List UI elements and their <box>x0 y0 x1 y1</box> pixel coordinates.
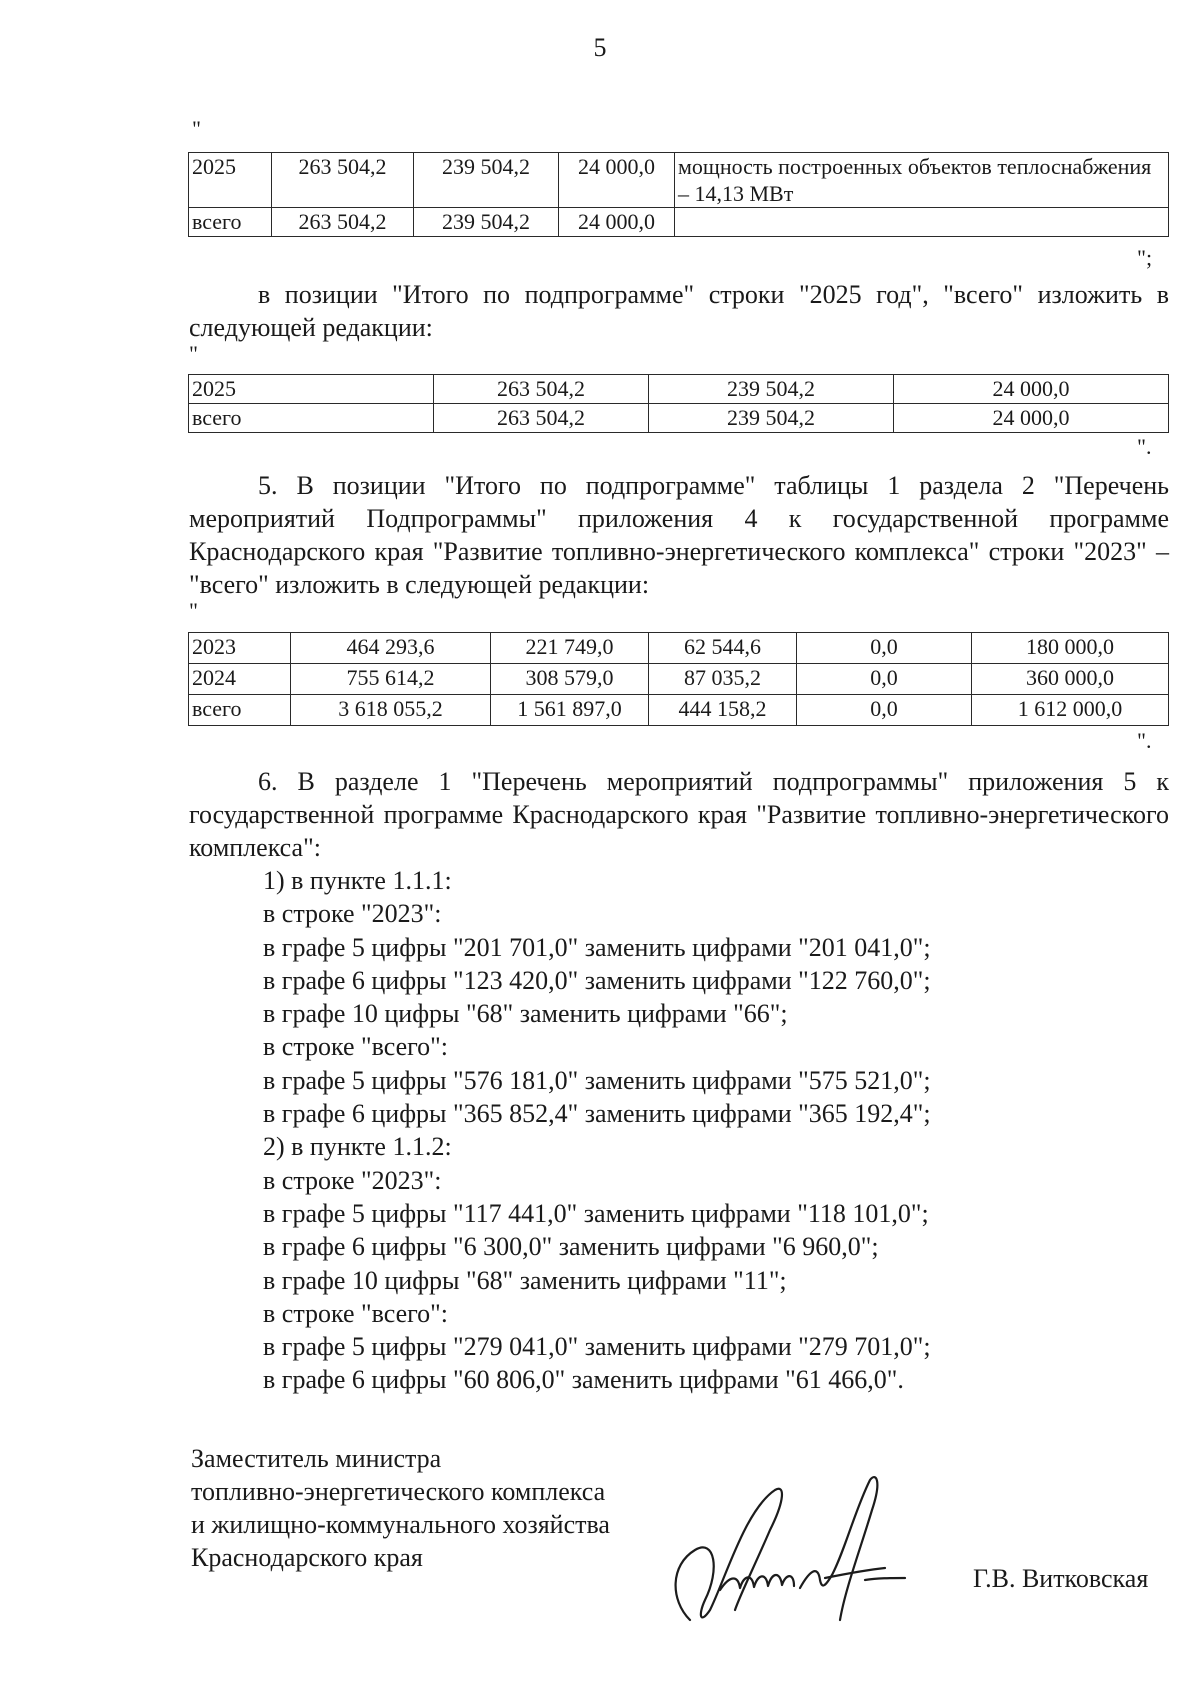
table-row <box>189 633 1169 664</box>
cell-value: 87 035,2 <box>649 664 797 695</box>
signatory-title <box>191 1442 610 1574</box>
quote-open-1: " <box>192 116 201 141</box>
cell-value: 24 000,0 <box>559 208 675 237</box>
cell-value: 1 561 897,0 <box>491 695 649 726</box>
list-item: в строке "2023": <box>263 1165 442 1195</box>
list-item: в строке "всего": <box>263 1032 449 1062</box>
cell-note: мощность построенных объектов теплоснабжения – 14,13 МВт <box>675 153 1169 208</box>
signatory-title-line: топливно-энергетического комплекса <box>191 1477 606 1506</box>
quote-open-3: " <box>189 598 198 623</box>
cell-value: 221 749,0 <box>491 633 649 664</box>
list-item: в графе 5 цифры "279 041,0" заменить цифрами "279 701,0"; <box>263 1332 931 1362</box>
cell-year: 2025 <box>189 375 434 404</box>
cell-total: 3 618 055,2 <box>291 695 491 726</box>
handwritten-signature <box>660 1470 940 1630</box>
table-row <box>189 153 1169 208</box>
page-number: 5 <box>593 33 607 62</box>
cell-value: 24 000,0 <box>894 404 1169 433</box>
cell-value: 239 504,2 <box>414 208 559 237</box>
table-3 <box>188 632 1169 726</box>
paragraph-5: 5. В позиции "Итого по подпрограмме" таблицы 1 раздела 2 "Перечень мероприятий Подпрограммы" приложения 4 к государственной программе Краснодарского края "Развитие топливно-энергетического комплекса" строки "2023" – "всего" изложить в следующей редакции: <box>189 471 1169 599</box>
list-item: в графе 5 цифры "201 701,0" заменить цифрами "201 041,0"; <box>263 932 931 962</box>
signatory-title-line: и жилищно-коммунального хозяйства <box>191 1510 610 1539</box>
cell-value: 1 612 000,0 <box>972 695 1169 726</box>
paragraph-6: 6. В разделе 1 "Перечень мероприятий подпрограммы" приложения 5 к государственной программе Краснодарского края "Развитие топливно-энергетического комплекса": <box>189 767 1169 862</box>
cell-total: 263 504,2 <box>434 375 649 404</box>
cell-year: 2024 <box>189 664 291 695</box>
table-row <box>189 695 1169 726</box>
list-item: в графе 6 цифры "365 852,4" заменить цифрами "365 192,4"; <box>263 1099 931 1129</box>
signatory-title-line: Краснодарского края <box>191 1543 423 1572</box>
list-item: 1) в пункте 1.1.1: <box>263 866 452 895</box>
cell-value: 444 158,2 <box>649 695 797 726</box>
signatory-title-line: Заместитель министра <box>191 1444 442 1473</box>
cell-value: 308 579,0 <box>491 664 649 695</box>
list-item: в графе 6 цифры "6 300,0" заменить цифрами "6 960,0"; <box>263 1232 879 1262</box>
cell-total: 464 293,6 <box>291 633 491 664</box>
cell-value: 239 504,2 <box>414 153 559 208</box>
signatory-name: Г.В. Витковская <box>973 1564 1149 1593</box>
list-item: в графе 10 цифры "68" заменить цифрами "11"; <box>263 1265 787 1295</box>
cell-value: 24 000,0 <box>894 375 1169 404</box>
cell-year: 2023 <box>189 633 291 664</box>
quote-close-1: "; <box>1137 245 1153 270</box>
cell-year: всего <box>189 404 434 433</box>
table-row <box>189 375 1169 404</box>
list-item: в строке "2023": <box>263 899 442 929</box>
cell-total: 263 504,2 <box>434 404 649 433</box>
cell-total: 755 614,2 <box>291 664 491 695</box>
cell-value: 180 000,0 <box>972 633 1169 664</box>
list-item: 2) в пункте 1.1.2: <box>263 1132 452 1162</box>
list-item: в строке "всего": <box>263 1298 449 1328</box>
list-item: в графе 5 цифры "576 181,0" заменить цифрами "575 521,0"; <box>263 1065 931 1095</box>
list-item: в графе 10 цифры "68" заменить цифрами "66"; <box>263 999 788 1029</box>
table-row <box>189 664 1169 695</box>
cell-total: 263 504,2 <box>272 153 414 208</box>
cell-year: всего <box>189 208 272 237</box>
quote-close-2: ". <box>1137 434 1152 459</box>
table-1 <box>188 152 1169 237</box>
cell-value: 239 504,2 <box>649 404 894 433</box>
cell-total: 263 504,2 <box>272 208 414 237</box>
cell-value: 360 000,0 <box>972 664 1169 695</box>
cell-value: 62 544,6 <box>649 633 797 664</box>
list-item: в графе 6 цифры "60 806,0" заменить цифрами "61 466,0". <box>263 1365 904 1395</box>
paragraph-4-continuation: в позиции "Итого по подпрограмме" строки "2025 год", "всего" изложить в следующей редакции: <box>189 280 1169 342</box>
cell-value: 239 504,2 <box>649 375 894 404</box>
cell-value: 0,0 <box>797 695 972 726</box>
table-2 <box>188 374 1169 433</box>
cell-year: 2025 <box>189 153 272 208</box>
list-item: в графе 6 цифры "123 420,0" заменить цифрами "122 760,0"; <box>263 965 931 995</box>
cell-value: 24 000,0 <box>559 153 675 208</box>
quote-open-2: " <box>189 341 198 366</box>
cell-value: 0,0 <box>797 633 972 664</box>
cell-note <box>675 208 1169 237</box>
cell-value: 0,0 <box>797 664 972 695</box>
list-item: в графе 5 цифры "117 441,0" заменить цифрами "118 101,0"; <box>263 1198 929 1228</box>
quote-close-3: ". <box>1137 728 1152 753</box>
table-row <box>189 404 1169 433</box>
cell-year: всего <box>189 695 291 726</box>
amendment-list <box>263 864 931 1397</box>
table-row <box>189 208 1169 237</box>
